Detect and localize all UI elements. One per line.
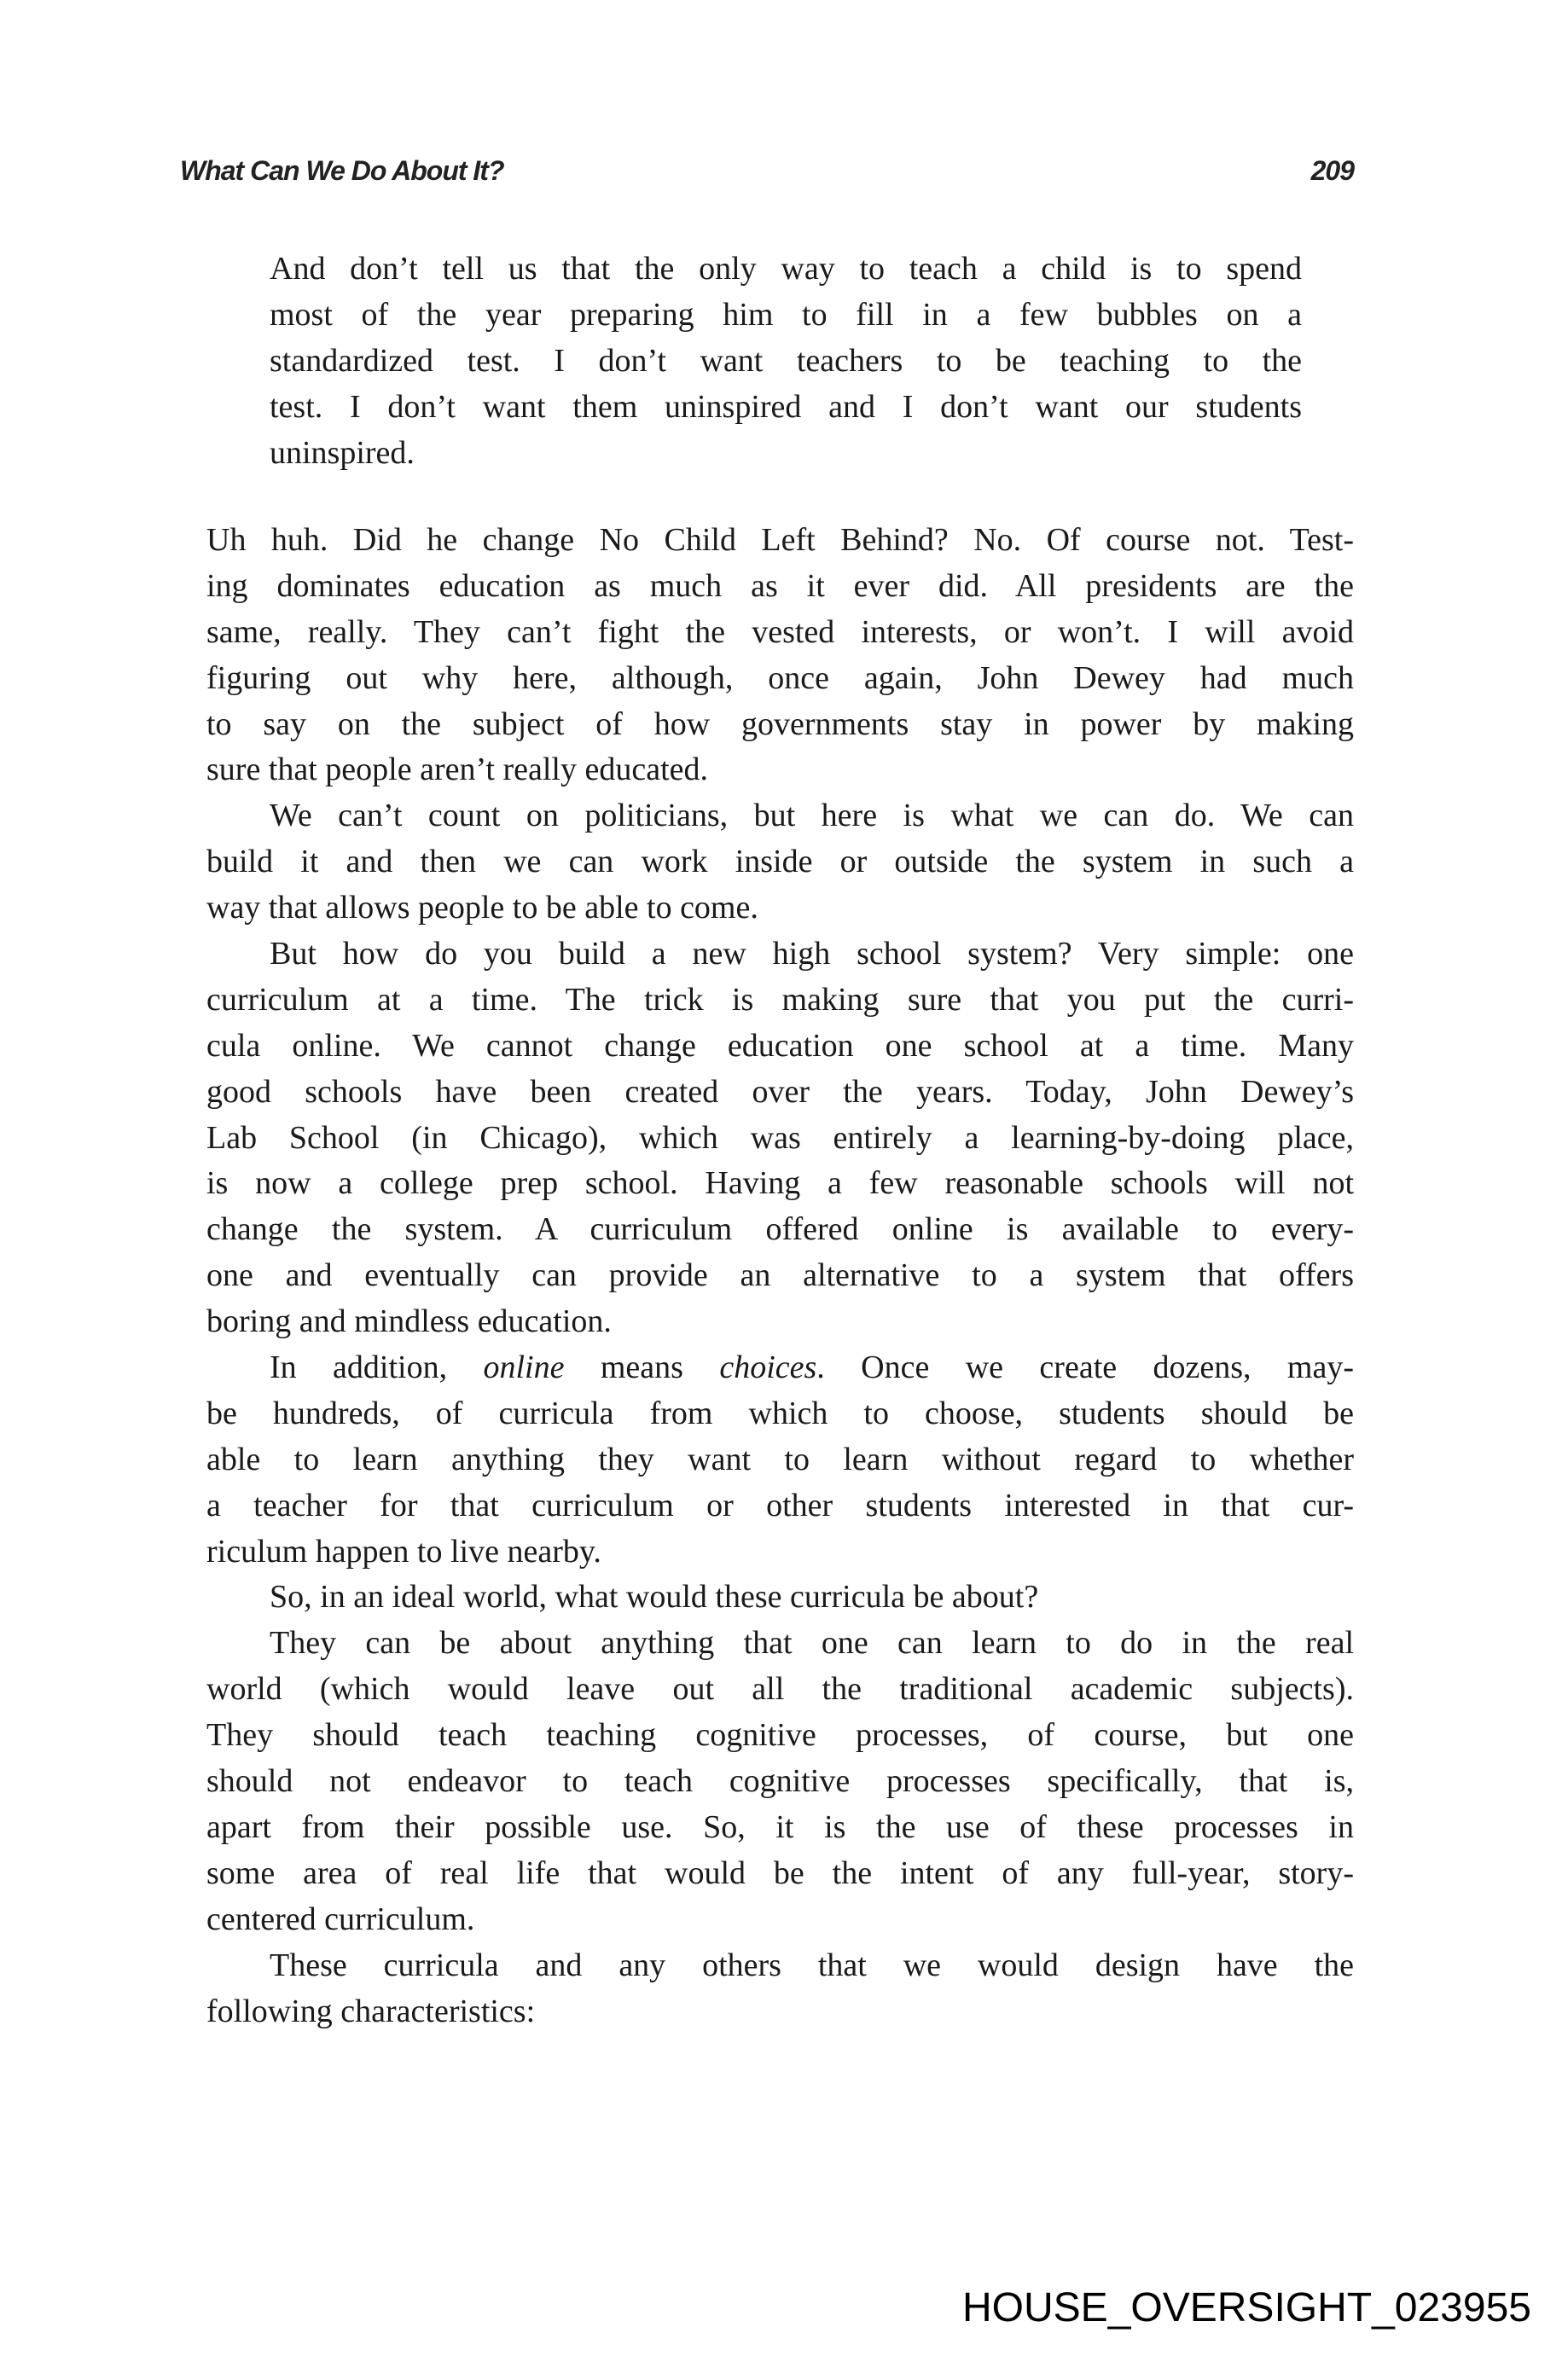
body-text: [206, 518, 1354, 2034]
text-line: build it and then we can work inside or outside the system in such a: [206, 844, 1354, 880]
text-line: They should teach teaching cognitive processes, of course, but one: [206, 1717, 1354, 1754]
text-line: world (which would leave out all the traditional academic subjects).: [206, 1671, 1354, 1708]
text-line: They can be about anything that one can learn to do in the real: [270, 1625, 1354, 1662]
running-head-title: What Can We Do About It?: [180, 155, 504, 186]
text-line: following characteristics:: [206, 1993, 536, 2029]
text-line: same, really. They can’t fight the vested interests, or won’t. I will avoid: [206, 613, 1354, 650]
text-line: is now a college prep school. Having a few reasonable schools will not: [206, 1165, 1354, 1202]
text-line: one and eventually can provide an alternative to a system that offers: [206, 1257, 1354, 1294]
text-line: boring and mindless education.: [206, 1303, 612, 1340]
text-line: figuring out why here, although, once again, John Dewey had much: [206, 659, 1354, 696]
text-line: So, in an ideal world, what would these curricula be about?: [270, 1579, 1039, 1616]
text-line: apart from their possible use. So, it is the use of these processes in: [206, 1808, 1354, 1845]
italic-text: choices: [719, 1349, 817, 1386]
text-line: Lab School (in Chicago), which was entirely a learning-by-doing place,: [206, 1119, 1354, 1156]
text-line: Uh huh. Did he change No Child Left Behind? No. Of course not. Test-: [206, 522, 1354, 558]
text-line: And don’t tell us that the only way to teach a child is to spend: [270, 251, 1302, 287]
block-quote: [270, 247, 1302, 476]
text-line: sure that people aren’t really educated.: [206, 752, 709, 788]
text-line: good schools have been created over the years. Today, John Dewey’s: [206, 1073, 1354, 1110]
text-line: some area of real life that would be the intent of any full-year, story-: [206, 1854, 1354, 1891]
text-line: test. I don’t want them uninspired and I don’t want our students: [270, 388, 1302, 425]
text-line: riculum happen to live nearby.: [206, 1533, 601, 1570]
text-line: to say on the subject of how governments stay in power by making: [206, 705, 1354, 742]
text-segment: . Once we create dozens, may-: [816, 1349, 1354, 1386]
text-line: These curricula and any others that we would design have the: [270, 1947, 1354, 1983]
text-line: cula online. We cannot change education one school at a time. Many: [206, 1027, 1354, 1064]
page-number: 209: [1310, 155, 1354, 186]
text-line: should not endeavor to teach cognitive processes specifically, that is,: [206, 1763, 1354, 1800]
bates-stamp: HOUSE_OVERSIGHT_023955: [962, 2285, 1531, 2330]
text-line: But how do you build a new high school system? Very simple: one: [270, 936, 1354, 972]
text-line: We can’t count on politicians, but here is what we can do. We can: [270, 798, 1354, 834]
text-line: be hundreds, of curricula from which to choose, students should be: [206, 1395, 1354, 1431]
text-line: uninspired.: [270, 434, 415, 471]
text-line: curriculum at a time. The trick is making sure that you put the curri-: [206, 981, 1354, 1018]
text-line: standardized test. I don’t want teachers to be teaching to the: [270, 342, 1302, 379]
text-line: centered curriculum.: [206, 1901, 475, 1937]
text-line: [206, 1345, 1354, 1391]
text-segment: means: [564, 1349, 720, 1386]
text-line: most of the year preparing him to fill in a few bubbles on a: [270, 296, 1302, 333]
text-line: a teacher for that curriculum or other students interested in that cur-: [206, 1487, 1354, 1523]
text-line: able to learn anything they want to learn without regard to whether: [206, 1441, 1354, 1477]
text-line: change the system. A curriculum offered online is available to every-: [206, 1211, 1354, 1248]
italic-text: online: [483, 1349, 565, 1386]
text-line: way that allows people to be able to come.: [206, 890, 758, 926]
text-line: ing dominates education as much as it ever did. All presidents are the: [206, 567, 1354, 604]
text-segment: In addition,: [270, 1349, 484, 1386]
